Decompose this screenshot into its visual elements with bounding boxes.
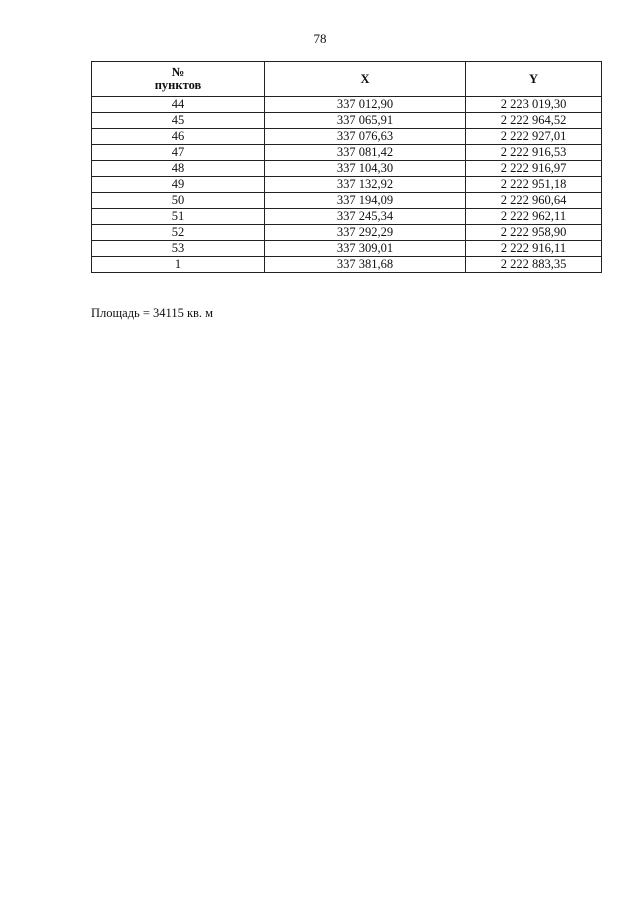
cell-point-number: 1	[92, 257, 265, 273]
page-number: 78	[313, 31, 327, 46]
header-point-number	[92, 62, 265, 97]
table-body	[92, 97, 602, 273]
cell-point-number: 51	[92, 209, 265, 225]
area-statement: Площадь = 34115 кв. м	[91, 306, 214, 320]
cell-x: 337 076,63	[265, 129, 466, 145]
cell-y: 2 222 916,11	[466, 241, 602, 257]
cell-point-number: 53	[92, 241, 265, 257]
cell-x: 337 065,91	[265, 113, 466, 129]
cell-y: 2 222 964,52	[466, 113, 602, 129]
cell-point-number: 52	[92, 225, 265, 241]
cell-point-number: 46	[92, 129, 265, 145]
cell-x: 337 081,42	[265, 145, 466, 161]
table-row	[92, 257, 602, 273]
cell-point-number: 48	[92, 161, 265, 177]
cell-y: 2 222 927,01	[466, 129, 602, 145]
cell-x: 337 104,30	[265, 161, 466, 177]
cell-x: 337 132,92	[265, 177, 466, 193]
table-row	[92, 97, 602, 113]
table-row	[92, 241, 602, 257]
cell-y: 2 222 958,90	[466, 225, 602, 241]
header-x: X	[265, 62, 466, 97]
cell-x: 337 381,68	[265, 257, 466, 273]
cell-point-number: 47	[92, 145, 265, 161]
table-row	[92, 145, 602, 161]
table-row	[92, 113, 602, 129]
cell-y: 2 222 962,11	[466, 209, 602, 225]
cell-x: 337 309,01	[265, 241, 466, 257]
header-point-number-symbol: №	[171, 65, 185, 79]
table-row	[92, 193, 602, 209]
cell-point-number: 49	[92, 177, 265, 193]
header-y: Y	[466, 62, 602, 97]
table-row	[92, 209, 602, 225]
cell-y: 2 222 916,97	[466, 161, 602, 177]
cell-y: 2 222 951,18	[466, 177, 602, 193]
cell-y: 2 222 883,35	[466, 257, 602, 273]
table-row	[92, 225, 602, 241]
cell-y: 2 222 916,53	[466, 145, 602, 161]
cell-point-number: 44	[92, 97, 265, 113]
cell-y: 2 223 019,30	[466, 97, 602, 113]
cell-point-number: 50	[92, 193, 265, 209]
table-row	[92, 129, 602, 145]
cell-x: 337 012,90	[265, 97, 466, 113]
table-header-row	[92, 62, 602, 97]
cell-x: 337 245,34	[265, 209, 466, 225]
cell-x: 337 292,29	[265, 225, 466, 241]
cell-y: 2 222 960,64	[466, 193, 602, 209]
cell-point-number: 45	[92, 113, 265, 129]
cell-x: 337 194,09	[265, 193, 466, 209]
table-row	[92, 161, 602, 177]
table-row	[92, 177, 602, 193]
coordinates-table	[91, 61, 602, 273]
header-point-number-label: пунктов	[154, 78, 202, 92]
